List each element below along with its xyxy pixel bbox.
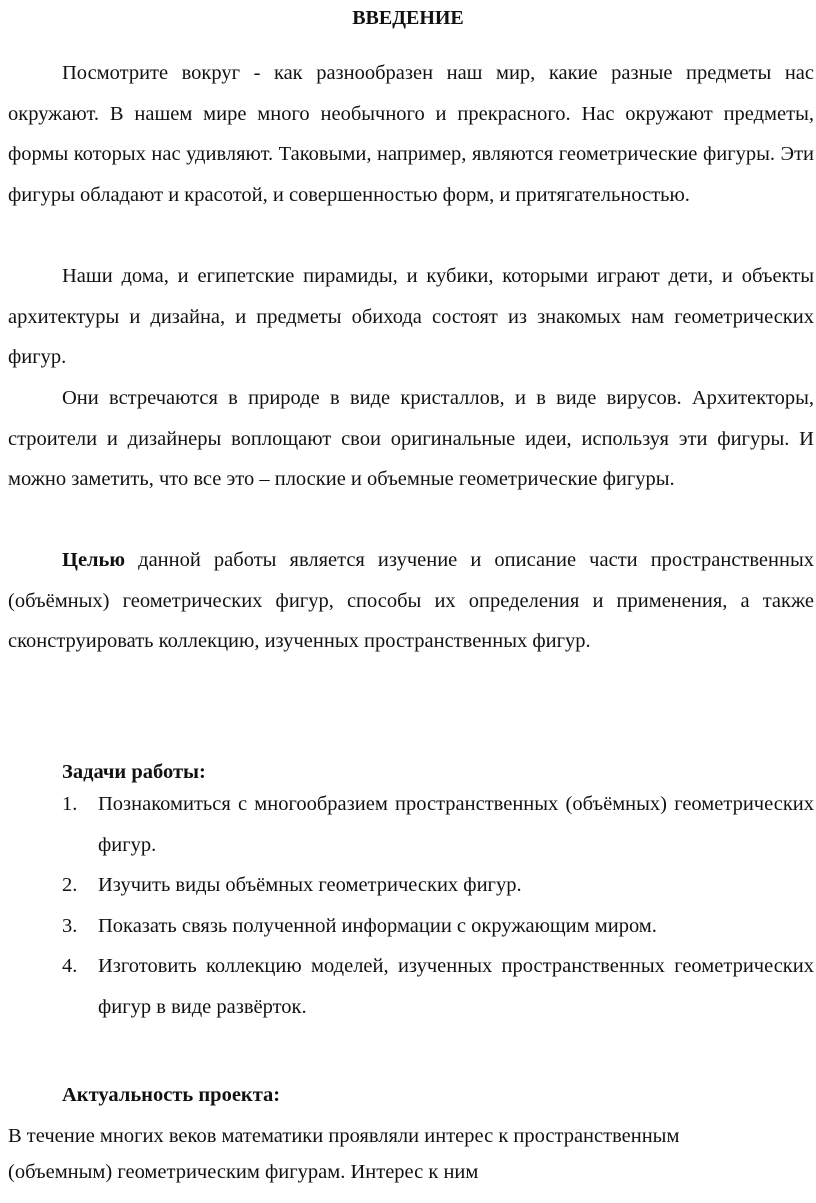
task-text: Показать связь полученной информации с окружающим миром. xyxy=(98,914,657,937)
goal-text: данной работы является изучение и описание части пространственных (объёмных) геометрических фигур, способы их определения и применения, а также сконструировать коллекцию, изученных пространственных фигур. xyxy=(8,549,814,652)
task-number: 1. xyxy=(62,793,78,815)
list-item xyxy=(62,946,814,1027)
list-item xyxy=(62,865,814,906)
list-item xyxy=(62,784,814,865)
task-text: Изучить виды объёмных геометрических фигур. xyxy=(98,874,522,896)
task-text: Познакомиться с многообразием пространственных (объёмных) геометрических фигур. xyxy=(98,793,814,856)
goal-lead: Целью xyxy=(62,549,126,571)
document-title: ВВЕДЕНИЕ xyxy=(352,7,464,29)
intro-paragraph-2: Наши дома, и египетские пирамиды, и кубики, которыми играют дети, и объекты архитектуры и дизайна, и предметы обихода состоят из знакомых нам геометрических фигур. xyxy=(8,265,814,368)
task-number: 4. xyxy=(62,955,78,977)
relevance-line-2: (объемным) геометрическим фигурам. Интерес к ним xyxy=(8,1161,479,1183)
tasks-list xyxy=(62,784,814,1027)
task-text: Изготовить коллекцию моделей, изученных пространственных геометрических фигур в виде развёрток. xyxy=(98,955,814,1018)
relevance-paragraph xyxy=(8,1118,814,1190)
task-number: 2. xyxy=(62,874,78,896)
task-number: 3. xyxy=(62,914,78,937)
list-item xyxy=(62,906,814,947)
intro-paragraph-1: Посмотрите вокруг - как разнообразен наш мир, какие разные предметы нас окружают. В нашем мире много необычного и прекрасного. Нас окружают предметы, формы которых нас удивляют. Таковыми, например, являются геометрические фигуры. Эти фигуры обладают и красотой, и совершенностью форм, и притягательностью. xyxy=(8,62,814,206)
tasks-heading: Задачи работы: xyxy=(62,761,206,783)
relevance-line-1: В течение многих веков математики проявляли интерес к пространственным xyxy=(8,1125,680,1147)
relevance-heading: Актуальность проекта: xyxy=(62,1084,281,1106)
goal-paragraph xyxy=(8,540,814,662)
intro-paragraph-3: Они встречаются в природе в виде кристаллов, и в виде вирусов. Архитекторы, строители и дизайнеры воплощают свои оригинальные идеи, используя эти фигуры. И можно заметить, что все это – плоские и объемные геометрические фигуры. xyxy=(8,387,814,490)
